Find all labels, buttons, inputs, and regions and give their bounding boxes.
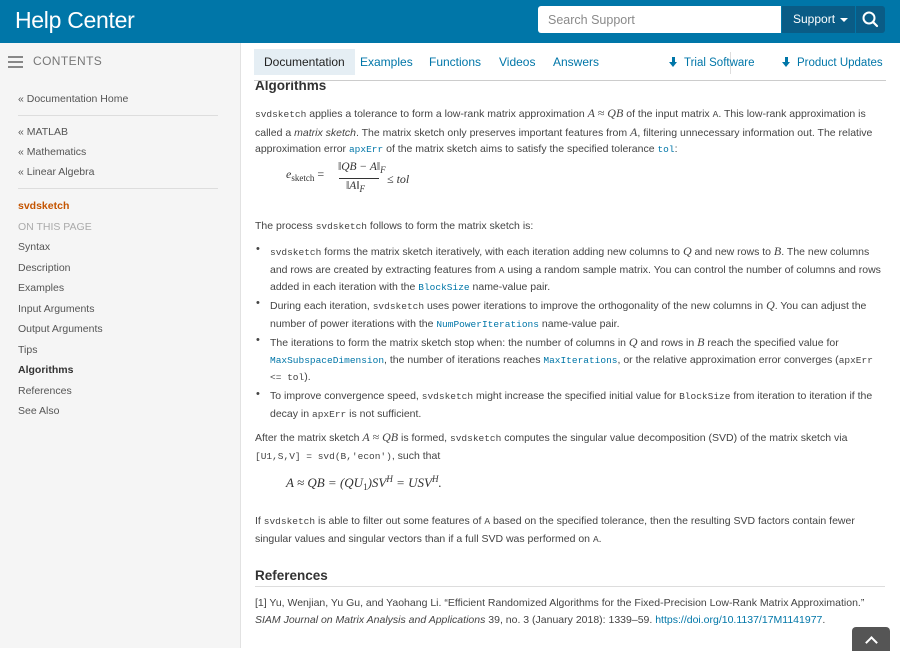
sidebar-item-references[interactable]: References <box>18 385 72 397</box>
equation-tolerance: ≤ tol <box>387 172 410 186</box>
tab-videos[interactable]: Videos <box>499 55 536 69</box>
tab-documentation[interactable]: Documentation <box>254 49 355 75</box>
bullet-item-1: svdsketch forms the matrix sketch iteratively, with each iteration adding new columns to Q and new rows to B. The new columns and rows are created by extracting features from A using a random sample matrix. You can control the number of columns and rows added in each iteration with the BlockSize name-value pair. <box>270 244 881 293</box>
trial-software-label: Trial Software <box>684 57 755 69</box>
hamburger-icon[interactable] <box>8 56 23 68</box>
tab-examples[interactable]: Examples <box>360 55 413 69</box>
help-center-logo[interactable]: Help Center <box>15 7 135 33</box>
bullet: • <box>256 243 260 255</box>
bullet: • <box>256 388 260 400</box>
product-updates-label: Product Updates <box>797 57 883 69</box>
sidebar-item-syntax[interactable]: Syntax <box>18 241 51 253</box>
equation-numerator: ‖QB − $A‖_F$ <box>338 161 386 175</box>
main-content <box>242 81 900 648</box>
equation-denominator: $‖A‖_F$ <box>346 180 365 194</box>
sidebar-item-description[interactable]: Description <box>18 262 71 274</box>
sidebar-divider <box>18 188 218 189</box>
breadcrumb-mathematics[interactable]: « Mathematics <box>18 146 87 158</box>
reference-item: [1] Yu, Wenjian, Yu Gu, and Yaohang Li. “Efficient Randomized Algorithms for the Fixed-Precision Low-Rank Matrix Approximation.” SIAM Journal on Matrix Analysis and Applications 39, no. 3 (January 2018): 1339–59. https://doi.org/10.1137/17M1141977. <box>255 597 865 626</box>
back-to-top-button[interactable] <box>852 627 890 651</box>
equation-error: $e_{sketch}$ = <box>286 167 325 183</box>
product-updates-link[interactable] <box>782 57 883 69</box>
fraction-bar <box>339 178 379 179</box>
search-button[interactable] <box>856 6 885 33</box>
doc-home-link[interactable]: « Documentation Home <box>18 93 129 105</box>
trial-software-link[interactable] <box>669 57 755 69</box>
algorithms-paragraph-4: If svdsketch is able to filter out some features of A based on the specified tolerance, then the resulting SVD factors contain fewer singular values and singular vectors than if a full SVD was performed on A. <box>255 515 855 545</box>
breadcrumb-matlab[interactable]: « MATLAB <box>18 126 68 138</box>
search-input[interactable] <box>538 6 781 33</box>
bullet: • <box>256 334 260 346</box>
sidebar-item-tips[interactable]: Tips <box>18 344 38 356</box>
references-divider <box>255 586 885 587</box>
sidebar-item-examples[interactable]: Examples <box>18 282 65 294</box>
bullet-item-4: To improve convergence speed, svdsketch might increase the specified initial value for BlockSize from iteration to iteration if the decay in apxErr is not sufficient. <box>270 390 873 420</box>
current-page: svdsketch <box>18 200 70 212</box>
contents-label[interactable]: CONTENTS <box>33 54 103 68</box>
support-label: Support <box>793 12 836 26</box>
algorithms-paragraph-1: svdsketch applies a tolerance to form a low-rank matrix approximation A ≈ QB of the input matrix A. This low-rank approximation is called a matrix sketch. The matrix sketch only preserves important features from A, filtering unnecessary information out. The relative approximation error apxErr of the matrix sketch aims to satisfy the specified tolerance tol: <box>255 106 873 155</box>
top-header <box>0 0 900 43</box>
sidebar-item-output-arguments[interactable]: Output Arguments <box>18 323 103 335</box>
algorithms-paragraph-2: The process svdsketch follows to form the matrix sketch is: <box>255 220 534 232</box>
tab-answers[interactable]: Answers <box>553 55 600 69</box>
tab-bar-divider <box>254 80 886 81</box>
on-this-page-label: ON THIS PAGE <box>18 221 92 233</box>
chevron-down-icon <box>840 18 848 22</box>
download-icon <box>782 57 791 67</box>
equation-svd: A ≈ QB = $(QU_1)SV^H = USV^H$. <box>286 474 442 492</box>
doi-link[interactable]: https://doi.org/10.1137/17M1141977 <box>655 613 823 626</box>
sidebar-item-algorithms[interactable]: Algorithms <box>18 364 74 376</box>
sidebar-item-input-arguments[interactable]: Input Arguments <box>18 303 95 315</box>
sidebar-item-see-also[interactable]: See Also <box>18 405 60 417</box>
tab-functions[interactable]: Functions <box>429 55 482 69</box>
references-heading: References <box>255 568 328 583</box>
sidebar-divider <box>18 115 218 116</box>
search-icon <box>856 6 885 33</box>
tab-bar <box>242 43 900 81</box>
algorithms-paragraph-3: After the matrix sketch A ≈ QB is formed, svdsketch computes the singular value decomposition (SVD) of the matrix sketch via [U1,S,V] = svd(B,'econ'), such that <box>255 430 848 462</box>
download-icon <box>669 57 678 67</box>
support-dropdown[interactable] <box>782 6 855 33</box>
algorithms-heading: Algorithms <box>255 81 327 93</box>
bullet: • <box>256 297 260 309</box>
breadcrumb-linear-algebra[interactable]: « Linear Algebra <box>18 166 95 178</box>
bullet-item-3: The iterations to form the matrix sketch stop when: the number of columns in Q and rows in B reach the specified value for MaxSubspaceDimension, the number of iterations reaches MaxIterations, or the relative approximation error converges (apxErr <= tol). <box>270 335 873 383</box>
bullet-item-2: During each iteration, svdsketch uses power iterations to improve the orthogonality of the new columns in Q. You can adjust the number of power iterations with the NumPowerIterations name-value pair. <box>270 298 867 330</box>
